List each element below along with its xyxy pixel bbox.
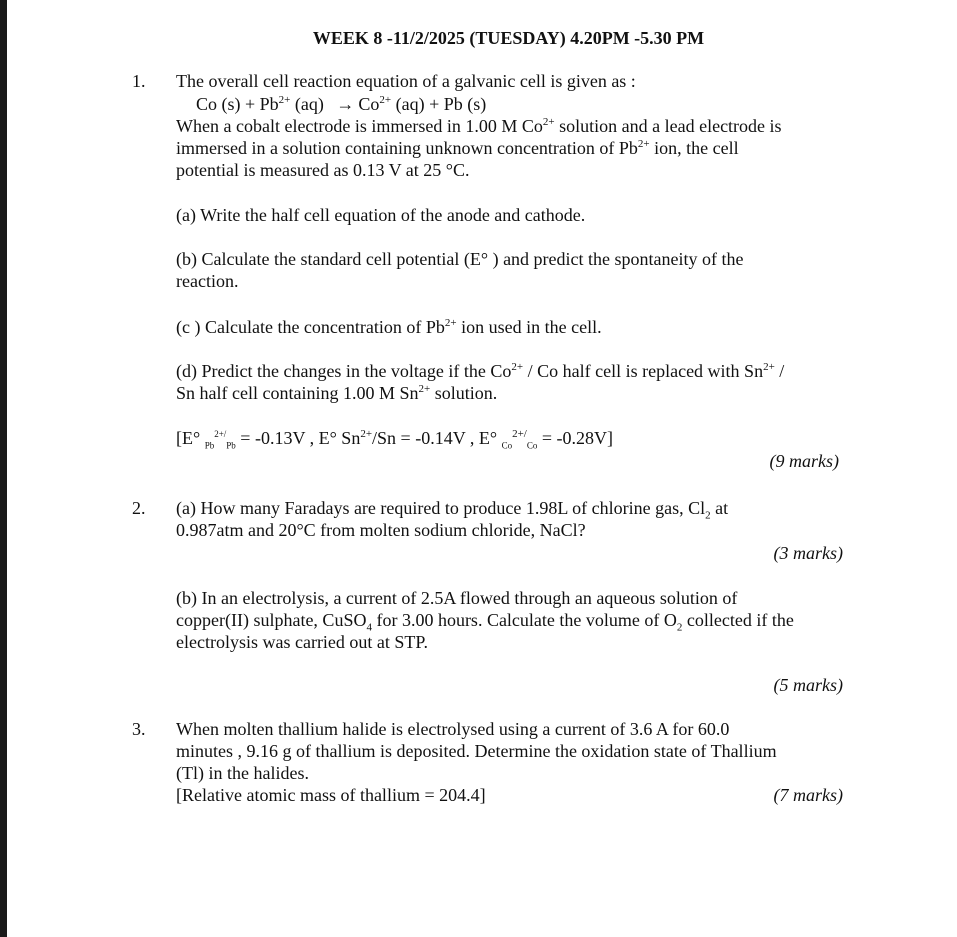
q1-paragraph-line-3: potential is measured as 0.13 V at 25 °C. — [176, 160, 470, 180]
q1-part-d-line-1: (d) Predict the changes in the voltage if the $Co^{2+}$ / Co half cell is replaced with $Sn^{2+}$ / — [176, 361, 785, 381]
q1-paragraph-line-2: immersed in a solution containing unknown concentration of $Pb^{2+}$ ion, the cell — [176, 138, 739, 158]
q2-part-a-line-2: 0.987atm and 20°C from molten sodium chloride, NaCl? — [176, 520, 586, 540]
q3-line-2: minutes , 9.16 g of thallium is deposited. Determine the oxidation state of Thallium — [176, 741, 777, 761]
q1-part-d-line-2: Sn half cell containing 1.00 M $Sn^{2+}$ solution. — [176, 383, 498, 403]
q2-part-b-line-2: copper(II) sulphate, CuSO$_4$ for 3.00 hours. Calculate the volume of $O_2$ collected if the — [176, 610, 794, 634]
q2-part-b-line-1: (b) In an electrolysis, a current of 2.5A flowed through an aqueous solution of — [176, 588, 738, 608]
q3-marks: (7 marks) — [773, 785, 843, 805]
q3-line-3: (Tl) in the halides. — [176, 763, 309, 783]
q1-part-a: (a) Write the half cell equation of the anode and cathode. — [176, 205, 586, 225]
q2-part-b-line-3: electrolysis was carried out at STP. — [176, 632, 428, 652]
q2-part-a-line-1: (a) How many Faradays are required to produce 1.98L of chlorine gas, $Cl_2$ at — [176, 498, 729, 522]
q1-cell-equation: Co $(s) + Pb^{2+}$ $(aq) \to Co^{2+}$ (aq) + Pb (s) — [196, 94, 487, 114]
reaction-arrow-icon: → — [336, 94, 355, 114]
question-2-number: 2. — [132, 498, 146, 518]
left-edge-border — [0, 0, 7, 937]
q3-line-4: [Relative atomic mass of thallium = 204.4] — [176, 785, 486, 805]
page-title: WEEK 8 -11/2/2025 (TUESDAY) 4.20PM -5.30 PM — [312, 28, 705, 48]
q3-line-1: When molten thallium halide is electrolysed using a current of 3.6 A for 60.0 — [176, 719, 730, 739]
q2-part-b-marks: (5 marks) — [773, 675, 843, 695]
question-1-number: 1. — [132, 71, 146, 91]
q1-part-b-line-2: reaction. — [176, 271, 239, 291]
q1-marks: (9 marks) — [769, 451, 839, 471]
q2-part-a-marks: (3 marks) — [773, 543, 843, 563]
q1-standard-potentials: [E° $_{Pb}^{2+/}_{Pb}$ = -0.13V , E° $Sn^{2+}/Sn = -0.14V$ , E° $_{Co}^{2+/}_{Co}$ = -0.28V] — [176, 428, 614, 451]
q1-part-b-line-1: (b) Calculate the standard cell potential (E° ) and predict the spontaneity of the — [176, 249, 744, 269]
q1-paragraph-line-1: When a cobalt electrode is immersed in 1.00 M $Co^{2+}$ solution and a lead electrode is — [176, 116, 782, 136]
q1-intro: The overall cell reaction equation of a galvanic cell is given as : — [176, 71, 636, 91]
q1-part-c: (c ) Calculate the concentration of $Pb^{2+}$ ion used in the cell. — [176, 317, 602, 337]
question-3-number: 3. — [132, 719, 146, 739]
